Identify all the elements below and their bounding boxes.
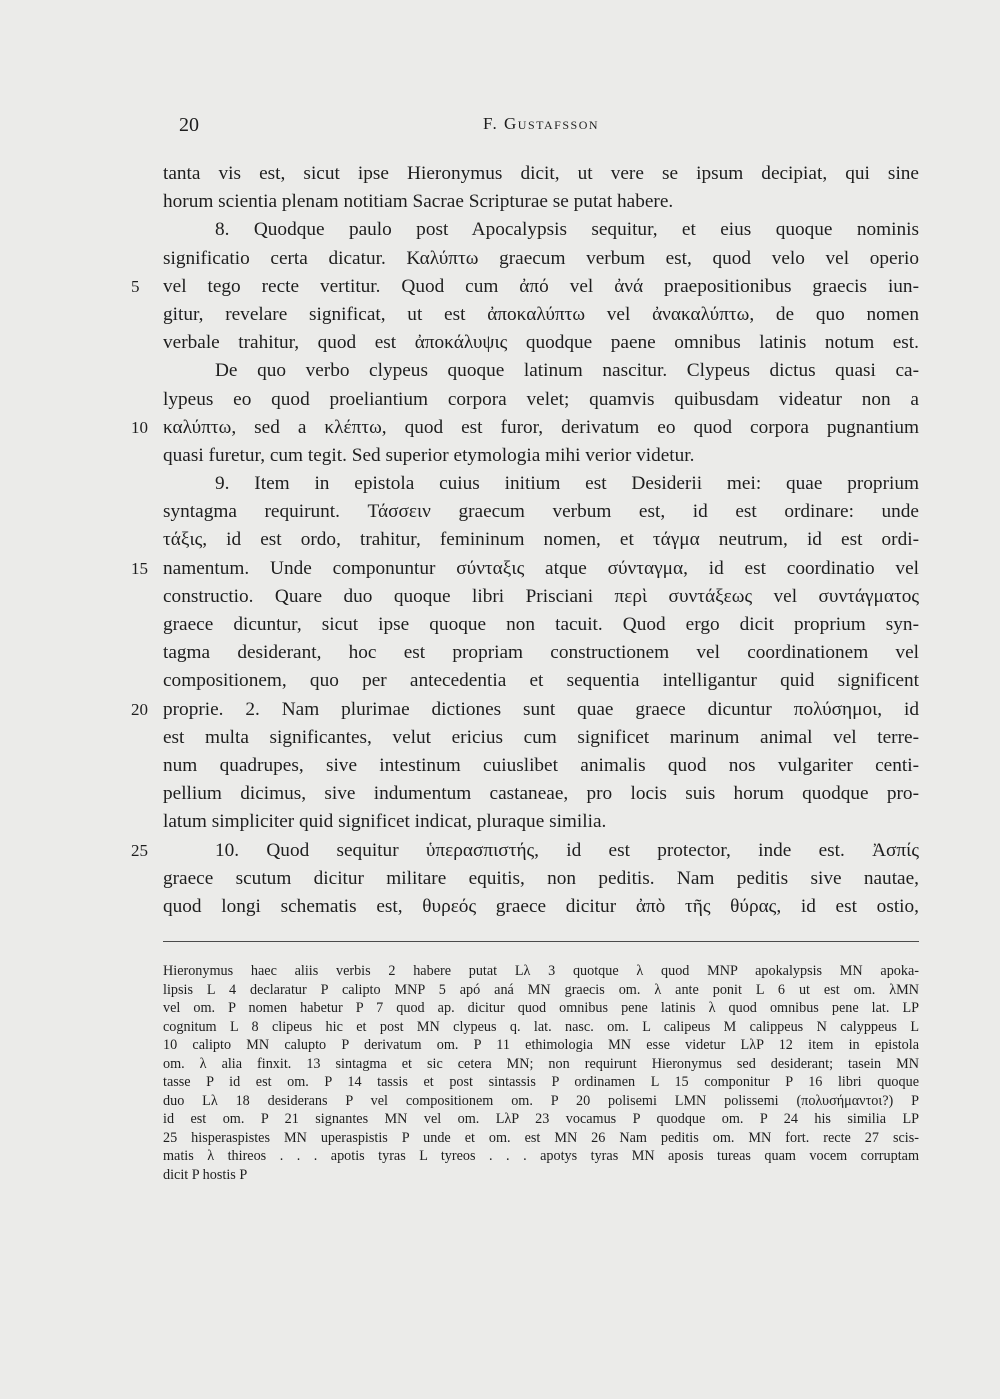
text-line: latum simpliciter quid significet indicat, pluraque similia. [163, 811, 607, 833]
text-line: graece dicuntur, sicut ipse quoque non tacuit. Quod ergo dicit proprium syn- [163, 614, 919, 635]
apparatus-line: Hieronymus haec aliis verbis 2 habere putat Lλ 3 quotque λ quod MNP apokalypsis MN apoka- [163, 963, 919, 979]
apparatus-line: dicit P hostis P [163, 1166, 248, 1183]
text-line: tanta vis est, sicut ipse Hieronymus dicit, ut vere se ipsum decipiat, qui sine [163, 163, 919, 184]
running-title: F. Gustafsson [482, 114, 600, 133]
line-number: 5 [131, 276, 140, 296]
text-line: 9. Item in epistola cuius initium est Desiderii mei: quae proprium [215, 473, 919, 495]
line-number: 20 [131, 699, 148, 719]
apparatus-line: 25 hisperaspistes MN uperaspistis P unde et om. est MN 26 Nam peditis om. MN fort. recte 27 scis- [163, 1129, 919, 1146]
text-line: graece scutum dicitur militare equitis, non peditis. Nam peditis sive nautae, [163, 867, 919, 889]
text-line-numbered [131, 414, 919, 442]
line-number: 15 [131, 558, 148, 578]
apparatus-line: lipsis L 4 declaratur P calipto MNP 5 apó aná MN graecis om. λ ante ponit L 6 ut est om. λMN [163, 981, 919, 998]
critical-apparatus [163, 962, 919, 1184]
text-line: pellium dicimus, sive indumentum castaneae, pro locis suis horum quodque pro- [163, 783, 919, 805]
text-line: quod longi schematis est, θυρεός graece dicitur ἀπὸ τῆς θύρας, id est ostio, [163, 895, 919, 917]
apparatus-line: cognitum L 8 clipeus hic et post MN clypeus q. lat. nasc. om. L calipeus M calippeus N calyppeus L [163, 1018, 919, 1035]
text-line: significatio certa dicatur. Καλύπτω graecum verbum est, quod velo vel operio [163, 247, 919, 269]
text-line-numbered [131, 837, 919, 865]
text-line: lypeus eo quod proeliantium corpora velet; quamvis quibusdam videatur non a [163, 388, 919, 410]
text-line: syntagma requirunt. Τάσσειν graecum verbum est, id est ordinare: unde [163, 501, 919, 523]
text-line: est multa significantes, velut ericius cum significet marinum animal vel terre- [163, 726, 919, 748]
apparatus-line: tasse P id est om. P 14 tassis et post sintassis P ordinamen L 15 componitur P 16 libri quoque [163, 1074, 919, 1090]
apparatus-line: om. λ alia finxit. 13 sintagma et sic cetera MN; non requirunt Hieronymus sed desiderant; tasein MN [163, 1055, 919, 1072]
text-line: De quo verbo clypeus quoque latinum nascitur. Clypeus dictus quasi ca- [215, 360, 919, 382]
page-header [163, 114, 919, 140]
text-line: num quadrupes, sive intestinum cuiuslibet animalis quod nos vulgariter centi- [163, 754, 919, 776]
text-line: compositionem, quo per antecedentia et sequentia intelligantur quid significent [163, 670, 919, 692]
text-line-numbered [131, 555, 919, 583]
text-line: gitur, revelare significat, ut est ἀποκαλύπτω vel ἀνακαλύπτω, de quo nomen [163, 303, 919, 325]
text-line: proprie. 2. Nam plurimae dictiones sunt quae graece dicuntur πολύσημοι, id [163, 698, 919, 720]
page-number: 20 [179, 114, 199, 136]
apparatus-line: id est om. P 21 signantes MN vel om. LλP 23 vocamus P quodque om. P 24 his similia LP [163, 1111, 919, 1127]
main-text [131, 160, 919, 921]
text-line: τάξις, id est ordo, trahitur, femininum nomen, et τάγμα neutrum, id est ordi- [163, 529, 919, 551]
text-line: quasi furetur, cum tegit. Sed superior etymologia mihi verior videtur. [163, 444, 695, 466]
text-line: horum scientia plenam notitiam Sacrae Scripturae se putat habere. [163, 191, 674, 213]
text-line: 8. Quodque paulo post Apocalypsis sequitur, et eius quoque nominis [215, 219, 919, 241]
apparatus-line: vel om. P nomen habetur P 7 quod ap. dicitur quod omnibus pene latinis λ quod omnibus pene lat. LP [163, 1000, 920, 1016]
apparatus-line: 10 calipto MN calupto P derivatum om. P 11 ethimologia MN esse videtur LλP 12 item in epistola [163, 1037, 919, 1053]
line-number: 25 [131, 840, 148, 860]
text-line: namentum. Unde componuntur σύνταξις atque σύνταγμα, id est coordinatio vel [163, 557, 919, 579]
text-line: constructio. Quare duo quoque libri Prisciani περὶ συντάξεως vel συντάγματος [163, 585, 919, 607]
text-line-numbered [131, 273, 919, 301]
footnote-divider [163, 941, 919, 942]
text-line: καλύπτω, sed a κλέπτω, quod est furor, derivatum eo quod corpora pugnantium [163, 416, 919, 438]
apparatus-line: duo Lλ 18 desiderans P vel compositionem om. P 20 polisemi LMN polissemi (πολυσήμαντοι?) P [163, 1092, 919, 1109]
line-number: 10 [131, 417, 148, 437]
apparatus-line: matis λ thireos . . . apotis tyras L tyreos . . . apotys tyras MN aposis tureas quam vocem corruptam [163, 1148, 919, 1164]
text-line: verbale trahitur, quod est ἀποκάλυψις quodque paene omnibus latinis notum est. [163, 332, 919, 354]
text-line: 10. Quod sequitur ὑπερασπιστής, id est protector, inde est. Ἀσπίς [215, 839, 919, 861]
text-line-numbered [131, 696, 919, 724]
text-line: vel tego recte vertitur. Quod cum ἀπό vel ἀνά praepositionibus graecis iun- [163, 275, 919, 297]
text-line: tagma desiderant, hoc est propriam constructionem vel coordinationem vel [163, 642, 919, 664]
